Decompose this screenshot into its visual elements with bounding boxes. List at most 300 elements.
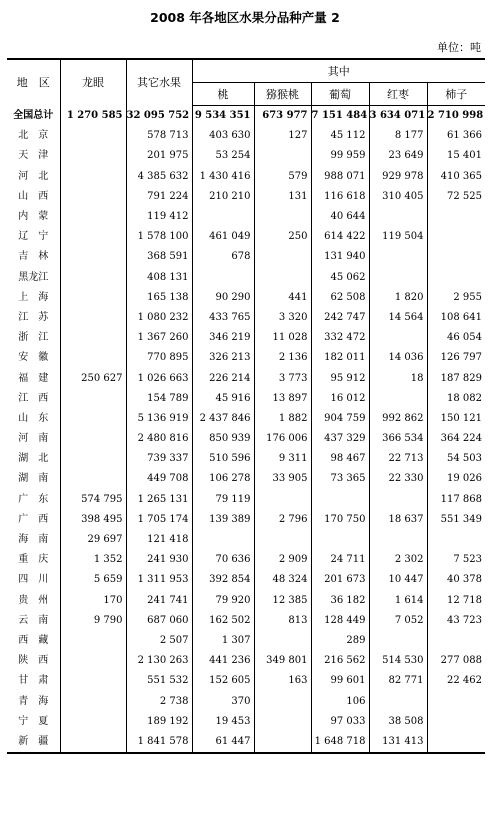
cell-persimmon: 277 088 <box>427 651 485 671</box>
table-row <box>7 389 485 409</box>
table-row-total <box>7 106 485 127</box>
region-name: 湖 北 <box>18 453 49 465</box>
cell-peach: 441 236 <box>192 651 254 671</box>
table-row <box>7 490 485 510</box>
cell-peach: 510 596 <box>192 449 254 469</box>
cell-grape: 1 648 718 <box>311 732 369 753</box>
cell-other: 4 385 632 <box>126 167 192 187</box>
region-name: 重 庆 <box>18 554 49 566</box>
cell-kiwi: 33 905 <box>254 469 311 489</box>
cell-peach: 461 049 <box>192 227 254 247</box>
cell-longan <box>60 389 126 409</box>
cell-jujube: 18 637 <box>369 510 427 530</box>
cell-jujube: 7 052 <box>369 611 427 631</box>
cell-kiwi <box>254 146 311 166</box>
table-body <box>7 106 485 754</box>
cell-other: 241 930 <box>126 550 192 570</box>
fruit-production-table <box>7 58 485 754</box>
cell-persimmon: 150 121 <box>427 409 485 429</box>
cell-peach: 106 278 <box>192 469 254 489</box>
cell-longan <box>60 712 126 732</box>
table-row <box>7 207 485 227</box>
table-row <box>7 550 485 570</box>
cell-persimmon: 2 955 <box>427 288 485 308</box>
cell-jujube <box>369 247 427 267</box>
cell-grape <box>311 490 369 510</box>
region-name: 宁 夏 <box>18 715 49 727</box>
cell-persimmon <box>427 691 485 711</box>
cell-peach: 326 213 <box>192 348 254 368</box>
cell-peach: 433 765 <box>192 308 254 328</box>
unit-label: 单位：吨 <box>437 41 481 54</box>
region-name: 天 津 <box>18 150 49 162</box>
cell-grape: 45 062 <box>311 268 369 288</box>
region-name: 内 蒙 <box>18 211 49 223</box>
cell-other: 578 713 <box>126 126 192 146</box>
cell-peach: 162 502 <box>192 611 254 631</box>
cell-kiwi <box>254 530 311 550</box>
cell-grape: 45 112 <box>311 126 369 146</box>
cell-persimmon: 18 082 <box>427 389 485 409</box>
table-row <box>7 328 485 348</box>
cell-kiwi: 813 <box>254 611 311 631</box>
header-of-which: 其中 <box>192 59 485 83</box>
region-name: 河 南 <box>18 433 49 445</box>
cell-peach: 678 <box>192 247 254 267</box>
cell-grape: 904 759 <box>311 409 369 429</box>
cell-other: 165 138 <box>126 288 192 308</box>
cell-other: 1 367 260 <box>126 328 192 348</box>
cell-kiwi: 3 773 <box>254 368 311 388</box>
cell-kiwi: 441 <box>254 288 311 308</box>
cell-other: 189 192 <box>126 712 192 732</box>
cell-kiwi: 579 <box>254 167 311 187</box>
cell-other: 1 841 578 <box>126 732 192 753</box>
cell-jujube: 1 820 <box>369 288 427 308</box>
cell-longan: 398 495 <box>60 510 126 530</box>
table-row <box>7 146 485 166</box>
cell-longan <box>60 227 126 247</box>
cell-longan <box>60 167 126 187</box>
cell-grape: 437 329 <box>311 429 369 449</box>
cell-kiwi: 163 <box>254 671 311 691</box>
cell-other: 687 060 <box>126 611 192 631</box>
cell-kiwi <box>254 691 311 711</box>
cell-kiwi: 12 385 <box>254 591 311 611</box>
table-row <box>7 429 485 449</box>
cell-kiwi: 2 796 <box>254 510 311 530</box>
cell-other: 791 224 <box>126 187 192 207</box>
cell-grape: 182 011 <box>311 348 369 368</box>
cell-jujube: 929 978 <box>369 167 427 187</box>
table-row <box>7 570 485 590</box>
table-row <box>7 530 485 550</box>
region-name: 江 西 <box>18 392 49 404</box>
cell-jujube <box>369 490 427 510</box>
table-row <box>7 268 485 288</box>
table-row <box>7 348 485 368</box>
cell-persimmon: 7 523 <box>427 550 485 570</box>
table-row <box>7 671 485 691</box>
cell-peach <box>192 530 254 550</box>
cell-persimmon: 19 026 <box>427 469 485 489</box>
cell-longan <box>60 348 126 368</box>
region-name: 上 海 <box>18 291 49 303</box>
cell-persimmon: 2 710 998 <box>427 106 485 127</box>
cell-peach: 139 389 <box>192 510 254 530</box>
cell-jujube: 2 302 <box>369 550 427 570</box>
region-name: 四 川 <box>18 574 49 586</box>
cell-kiwi <box>254 712 311 732</box>
cell-longan: 29 697 <box>60 530 126 550</box>
cell-persimmon <box>427 227 485 247</box>
cell-jujube <box>369 268 427 288</box>
region-name: 西 藏 <box>18 634 49 646</box>
cell-kiwi: 131 <box>254 187 311 207</box>
cell-other: 2 507 <box>126 631 192 651</box>
region-name: 陕 西 <box>18 655 49 667</box>
cell-peach: 346 219 <box>192 328 254 348</box>
cell-other: 2 480 816 <box>126 429 192 449</box>
table-row <box>7 409 485 429</box>
cell-persimmon <box>427 268 485 288</box>
region-name: 广 西 <box>18 513 49 525</box>
cell-other: 1 578 100 <box>126 227 192 247</box>
cell-peach: 90 290 <box>192 288 254 308</box>
cell-jujube: 131 413 <box>369 732 427 753</box>
cell-persimmon: 40 378 <box>427 570 485 590</box>
cell-grape: 98 467 <box>311 449 369 469</box>
cell-other: 1 311 953 <box>126 570 192 590</box>
cell-kiwi: 127 <box>254 126 311 146</box>
cell-persimmon: 15 401 <box>427 146 485 166</box>
cell-kiwi <box>254 268 311 288</box>
cell-longan: 9 790 <box>60 611 126 631</box>
cell-other: 1 265 131 <box>126 490 192 510</box>
cell-grape: 332 472 <box>311 328 369 348</box>
cell-longan <box>60 328 126 348</box>
cell-grape <box>311 530 369 550</box>
cell-persimmon: 46 054 <box>427 328 485 348</box>
cell-kiwi: 250 <box>254 227 311 247</box>
cell-persimmon <box>427 247 485 267</box>
header-peach: 桃 <box>192 83 254 106</box>
cell-kiwi: 176 006 <box>254 429 311 449</box>
cell-grape: 242 747 <box>311 308 369 328</box>
cell-other: 154 789 <box>126 389 192 409</box>
cell-grape: 16 012 <box>311 389 369 409</box>
table-row <box>7 469 485 489</box>
cell-grape: 24 711 <box>311 550 369 570</box>
table-row <box>7 712 485 732</box>
cell-longan <box>60 429 126 449</box>
cell-jujube: 23 649 <box>369 146 427 166</box>
cell-persimmon: 551 349 <box>427 510 485 530</box>
cell-jujube: 1 614 <box>369 591 427 611</box>
cell-peach: 70 636 <box>192 550 254 570</box>
region-name: 山 西 <box>18 190 49 202</box>
region-name: 吉 林 <box>18 251 49 263</box>
table-row <box>7 611 485 631</box>
cell-other: 449 708 <box>126 469 192 489</box>
header-grape: 葡萄 <box>311 83 369 106</box>
table-row <box>7 631 485 651</box>
cell-grape: 201 673 <box>311 570 369 590</box>
region-name: 安 徽 <box>18 352 49 364</box>
cell-longan <box>60 691 126 711</box>
table-row <box>7 247 485 267</box>
table-row <box>7 167 485 187</box>
table-row <box>7 510 485 530</box>
region-name: 云 南 <box>18 614 49 626</box>
header-region: 地 区 <box>7 59 60 106</box>
cell-longan <box>60 187 126 207</box>
cell-kiwi: 1 882 <box>254 409 311 429</box>
region-name: 甘 肃 <box>18 675 49 687</box>
cell-kiwi: 13 897 <box>254 389 311 409</box>
cell-jujube: 18 <box>369 368 427 388</box>
cell-jujube: 310 405 <box>369 187 427 207</box>
region-name: 河 北 <box>18 170 49 182</box>
cell-longan <box>60 732 126 753</box>
cell-kiwi: 2 136 <box>254 348 311 368</box>
cell-grape: 99 959 <box>311 146 369 166</box>
region-name: 福 建 <box>18 372 49 384</box>
cell-longan: 170 <box>60 591 126 611</box>
table-row <box>7 288 485 308</box>
cell-longan <box>60 409 126 429</box>
table-row <box>7 126 485 146</box>
cell-jujube: 8 177 <box>369 126 427 146</box>
cell-other: 1 080 232 <box>126 308 192 328</box>
cell-grape: 36 182 <box>311 591 369 611</box>
cell-longan <box>60 247 126 267</box>
cell-jujube <box>369 389 427 409</box>
cell-longan <box>60 146 126 166</box>
cell-other: 241 741 <box>126 591 192 611</box>
cell-kiwi <box>254 207 311 227</box>
cell-peach: 1 430 416 <box>192 167 254 187</box>
cell-jujube <box>369 530 427 550</box>
region-name: 新 疆 <box>7 732 60 753</box>
region-name: 辽 宁 <box>18 231 49 243</box>
cell-grape: 216 562 <box>311 651 369 671</box>
cell-jujube: 22 713 <box>369 449 427 469</box>
cell-persimmon <box>427 530 485 550</box>
cell-peach: 61 447 <box>192 732 254 753</box>
cell-peach: 370 <box>192 691 254 711</box>
cell-grape: 614 422 <box>311 227 369 247</box>
cell-grape: 7 151 484 <box>311 106 369 127</box>
cell-peach: 53 254 <box>192 146 254 166</box>
cell-grape: 97 033 <box>311 712 369 732</box>
cell-longan <box>60 268 126 288</box>
cell-jujube: 119 504 <box>369 227 427 247</box>
cell-grape: 73 365 <box>311 469 369 489</box>
cell-persimmon: 22 462 <box>427 671 485 691</box>
cell-other: 368 591 <box>126 247 192 267</box>
cell-grape: 131 940 <box>311 247 369 267</box>
cell-persimmon <box>427 712 485 732</box>
cell-persimmon <box>427 732 485 753</box>
table-row <box>7 691 485 711</box>
cell-peach: 9 534 351 <box>192 106 254 127</box>
header-kiwi: 猕猴桃 <box>254 83 311 106</box>
cell-kiwi: 673 977 <box>254 106 311 127</box>
cell-persimmon: 72 525 <box>427 187 485 207</box>
cell-peach: 152 605 <box>192 671 254 691</box>
cell-peach: 392 854 <box>192 570 254 590</box>
cell-grape: 988 071 <box>311 167 369 187</box>
table-row <box>7 187 485 207</box>
cell-persimmon: 187 829 <box>427 368 485 388</box>
cell-kiwi <box>254 490 311 510</box>
cell-jujube: 366 534 <box>369 429 427 449</box>
cell-persimmon <box>427 631 485 651</box>
cell-persimmon <box>427 207 485 227</box>
header-other-fruit: 其它水果 <box>126 59 192 106</box>
cell-kiwi <box>254 631 311 651</box>
cell-longan: 1 270 585 <box>60 106 126 127</box>
cell-other: 32 095 752 <box>126 106 192 127</box>
cell-jujube: 10 447 <box>369 570 427 590</box>
table-row <box>7 449 485 469</box>
cell-grape: 116 618 <box>311 187 369 207</box>
cell-grape: 289 <box>311 631 369 651</box>
cell-persimmon: 410 365 <box>427 167 485 187</box>
cell-persimmon: 12 718 <box>427 591 485 611</box>
cell-peach: 210 210 <box>192 187 254 207</box>
cell-jujube: 22 330 <box>369 469 427 489</box>
cell-other: 1 705 174 <box>126 510 192 530</box>
region-name: 广 东 <box>18 493 49 505</box>
cell-kiwi <box>254 247 311 267</box>
cell-other: 119 412 <box>126 207 192 227</box>
cell-other: 1 026 663 <box>126 368 192 388</box>
cell-other: 551 532 <box>126 671 192 691</box>
cell-grape: 62 508 <box>311 288 369 308</box>
cell-persimmon: 54 503 <box>427 449 485 469</box>
cell-peach: 45 916 <box>192 389 254 409</box>
cell-jujube: 82 771 <box>369 671 427 691</box>
cell-other: 121 418 <box>126 530 192 550</box>
cell-jujube <box>369 631 427 651</box>
cell-longan: 5 659 <box>60 570 126 590</box>
table-row <box>7 732 485 753</box>
region-name: 黑龙江 <box>18 271 49 283</box>
region-name: 北 京 <box>18 130 49 142</box>
cell-longan <box>60 449 126 469</box>
cell-kiwi <box>254 732 311 753</box>
region-name: 江 苏 <box>18 311 49 323</box>
cell-grape: 128 449 <box>311 611 369 631</box>
cell-longan <box>60 671 126 691</box>
cell-kiwi: 3 320 <box>254 308 311 328</box>
header-persimmon: 柿子 <box>427 83 485 106</box>
cell-jujube <box>369 691 427 711</box>
page-title: 2008 年各地区水果分品种产量 2 <box>150 10 340 25</box>
cell-jujube: 14 036 <box>369 348 427 368</box>
cell-peach: 2 437 846 <box>192 409 254 429</box>
cell-persimmon: 117 868 <box>427 490 485 510</box>
cell-longan: 574 795 <box>60 490 126 510</box>
region-name: 全国总计 <box>13 109 54 121</box>
cell-longan <box>60 308 126 328</box>
cell-longan <box>60 469 126 489</box>
cell-longan <box>60 207 126 227</box>
cell-grape: 99 601 <box>311 671 369 691</box>
cell-peach: 850 939 <box>192 429 254 449</box>
cell-persimmon: 364 224 <box>427 429 485 449</box>
cell-peach: 1 307 <box>192 631 254 651</box>
header-jujube: 红枣 <box>369 83 427 106</box>
region-name: 浙 江 <box>18 332 49 344</box>
cell-peach <box>192 268 254 288</box>
cell-jujube: 3 634 071 <box>369 106 427 127</box>
cell-other: 770 895 <box>126 348 192 368</box>
cell-grape: 106 <box>311 691 369 711</box>
cell-persimmon: 108 641 <box>427 308 485 328</box>
cell-persimmon: 43 723 <box>427 611 485 631</box>
cell-jujube: 14 564 <box>369 308 427 328</box>
cell-persimmon: 61 366 <box>427 126 485 146</box>
cell-other: 2 738 <box>126 691 192 711</box>
cell-longan <box>60 126 126 146</box>
cell-jujube <box>369 207 427 227</box>
cell-grape: 170 750 <box>311 510 369 530</box>
cell-peach: 19 453 <box>192 712 254 732</box>
cell-kiwi: 11 028 <box>254 328 311 348</box>
cell-longan <box>60 631 126 651</box>
cell-jujube: 38 508 <box>369 712 427 732</box>
region-name: 海 南 <box>18 534 49 546</box>
cell-kiwi: 349 801 <box>254 651 311 671</box>
cell-kiwi: 48 324 <box>254 570 311 590</box>
region-name: 青 海 <box>18 695 49 707</box>
cell-longan <box>60 288 126 308</box>
cell-longan: 250 627 <box>60 368 126 388</box>
cell-longan <box>60 651 126 671</box>
cell-peach <box>192 207 254 227</box>
table-row <box>7 227 485 247</box>
cell-longan: 1 352 <box>60 550 126 570</box>
cell-jujube: 992 862 <box>369 409 427 429</box>
region-name: 湖 南 <box>18 473 49 485</box>
cell-persimmon: 126 797 <box>427 348 485 368</box>
table-row <box>7 591 485 611</box>
cell-grape: 40 644 <box>311 207 369 227</box>
cell-grape: 95 912 <box>311 368 369 388</box>
cell-peach: 79 119 <box>192 490 254 510</box>
cell-kiwi: 9 311 <box>254 449 311 469</box>
region-name: 山 东 <box>18 412 49 424</box>
cell-kiwi: 2 909 <box>254 550 311 570</box>
cell-other: 5 136 919 <box>126 409 192 429</box>
cell-jujube <box>369 328 427 348</box>
region-name: 贵 州 <box>18 594 49 606</box>
cell-peach: 226 214 <box>192 368 254 388</box>
table-row <box>7 308 485 328</box>
cell-other: 2 130 263 <box>126 651 192 671</box>
table-row <box>7 651 485 671</box>
cell-other: 739 337 <box>126 449 192 469</box>
cell-jujube: 514 530 <box>369 651 427 671</box>
cell-peach: 403 630 <box>192 126 254 146</box>
cell-other: 201 975 <box>126 146 192 166</box>
header-longan: 龙眼 <box>60 59 126 106</box>
table-row <box>7 368 485 388</box>
cell-peach: 79 920 <box>192 591 254 611</box>
